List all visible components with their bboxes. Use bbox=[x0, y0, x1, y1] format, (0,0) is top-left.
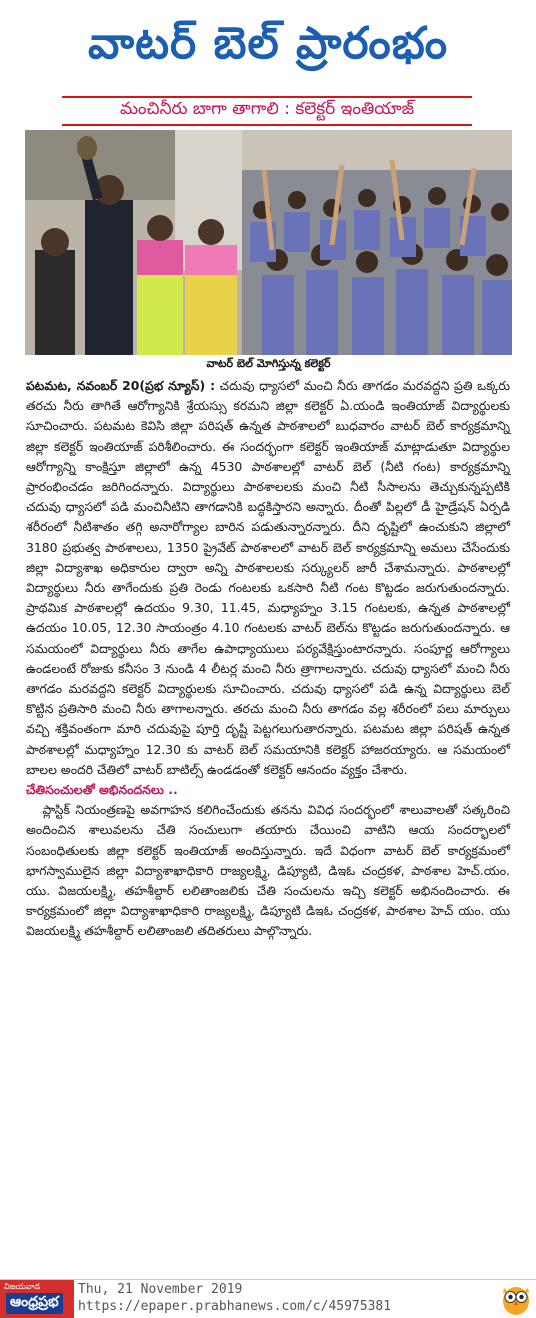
article-paragraph bbox=[26, 800, 510, 941]
article-dateline: పటమట, నవంబర్ 20(ప్రభ న్యూస్) : bbox=[26, 378, 216, 393]
subheadline-box bbox=[62, 96, 472, 126]
article-subheadline: మంచినీరు బాగా తాగాలి : కలెక్టర్ ఇంతియాజ్ bbox=[119, 99, 415, 119]
paragraph-1-text: చదువు ధ్యాసలో మంచి నీరు తాగడం మరవద్దని ప్రతి ఒక్కరు తరచు నీరు తాగితే ఆరోగ్యానికి శ్రేయస్సు కరమని జిల్లా కలెక్టర్ ఏ.యండి ఇంతియాజ్ విద్యార్థులకు సూచించారు. పటమట కెవిసి జిల్లా పరిషత్ ఉన్నత పాఠశాలలో బుధవారం వాటర్ బెల్ కార్యక్రమాన్ని జిల్లా కలెక్టర్ ఇంతియాజ్ పరిశీలించారు. ఈ సందర్భంగా కలెక్టర్ ఇంతియాజ్ మాట్లాడుతూ విద్యార్థుల ఆరోగ్యాన్ని కాంక్షిస్తూ జిల్లాలో ఉన్న 4530 పాఠశాలల్లో వాటర్ బెల్ (నీటి గంట) కార్యక్రమాన్ని ప్రారంభించడం జరిగిందన్నారు. విద్యార్థులు పాఠశాలలకు మంచి నీటి సీసాలను తెచ్చుకున్నప్పటికి చదువు ధ్యాసలో పడి మంచినీటిని తాగడానికి బద్ధకిస్తారని అన్నారు. దీంతో పిల్లలో డీ హైడ్రేషన్ ఏర్పడి శరీరంలో నీటిశాతం తగ్గి అనారోగ్యాల బారిన పడుతున్నారన్నారు. దీని దృష్టిలో ఉంచుకుని జిల్లాలో 3180 ప్రభుత్వ పాఠశాలలు, 1350 ప్రైవేట్ పాఠశాలలో వాటర్ బెల్ కార్యక్రమాన్ని అమలు చేసేందుకు జిల్లా విద్యాశాఖ అధికారుల ద్వారా అన్ని పాఠశాలలకు సర్క్యులర్ జారీ చేశామన్నారు. పాఠశాలల్లో విద్యార్థులు నీరు తాగేందుకు ప్రతి రెండు గంటలకు ఒకసారి నీటి గంట కొట్టడం జరుగుతుందన్నారు. ప్రాథమిక పాఠశాలల్లో ఉదయం 9.30, 11.45, మధ్యాహ్నం 3.15 గంటలకు, ఉన్నత పాఠశాలల్లో ఉదయం 10.05, 12.30 సాయంత్రం 4.10 గంటలకు వాటర్ బెల్‌ను కొట్టడం జరుగుతుందన్నారు. ఆ సమయంలో విద్యార్థులు నీరు తాగేల ఉపాధ్యాయులు పర్యవేక్షిస్తుంటారన్నారు. సంపూర్ణ ఆరోగ్యాలు ఉండలంటే రోజుకు కనీసం 3 నుండి 4 లీటర్ల మంచి నీరు త్రాగాలన్నారు. చదువు ధ్యాసలో మంచి నీరు తాగడం మరవద్దని కలెక్టర్ విద్యార్థులకు సూచించారు. చదువు ధ్యాసలో పడి ఉన్న విద్యార్థులు బెల్ కొట్టిన ప్రతిసారి మంచి నీరు తాగాలన్నారు. తరచు మంచి నీరు తాగడం వల్ల శరీరంలో పలు మార్పులు వచ్చి శక్తివంతంగా మారి చదువుపై పూర్తి దృష్టి పెట్టగలుగుతారన్నారు. పటమట జిల్లా పరిషత్ ఉన్నత పాఠశాలల్లో మధ్యాహ్నం 12.30 కు వాటర్ బెల్ సమయానికి కలెక్టర్ హాజరయ్యారు. ఆ సమయంలో బాలల అందరి చేతిలో వాటర్ బాటిల్స్ ఉండడంతో కలెక్టర్ ఆనందం వ్యక్తం చేశారు. bbox=[26, 378, 510, 777]
photo-caption: వాటర్ బెల్ మోగిస్తున్న కలెక్టర్ bbox=[206, 357, 331, 370]
article-headline: వాటర్ బెల్ ప్రారంభం bbox=[87, 18, 449, 69]
article-paragraph bbox=[26, 376, 510, 780]
paragraph-2-text: ప్లాస్టిక్ నియంత్రణపై అవగాహన కలిగించేందుకు తనను వివిధ సందర్భంలో శాలువాలతో సత్కరించి అందించిన శాలువలను చేతి సంచులుగా తయారు చేయించి వాటిని ఆయ సందర్భాలలో సంబంధితులకు జిల్లా కలెక్టర్ ఇంతియాజ్ అందిస్తున్నారు. ఇదే విధంగా వాటర్ బెల్ కార్యక్రమంలో భాగస్వాములైన జిల్లా విద్యాశాఖాధికారి రాజ్యలక్ష్మి, డిప్యూటి, డిఇఓ చంద్రకళ, పాఠశాల హెచ్.యం. యు. విజయలక్ష్మి, తహశీల్దార్ లలితాంజలికు చేతి సంచులను ఇచ్చి కలెక్టర్ అభినందించారు. ఈ కార్యక్రమంలో జిల్లా విద్యాశాఖాధికారి రాజ్యలక్ష్మి, డిప్యూటి డిఇఓ చంద్రకళ, పాఠశాల హెచ్ యం. యు విజయలక్ష్మి తహశీల్దార్ లలితాంజలి తదితరులు పాల్గొన్నారు. bbox=[26, 802, 510, 939]
epaper-footer bbox=[0, 1279, 536, 1318]
logo-brand: ఆంధ్రప్రభ bbox=[6, 1293, 63, 1314]
owl-icon bbox=[500, 1282, 532, 1316]
edition-url[interactable]: https://epaper.prabhanews.com/c/45975381 bbox=[78, 1299, 392, 1314]
subsection-title: చేతిసంచులతో అభినందనలు .. bbox=[26, 782, 178, 798]
photo-collector-ringing-bell bbox=[25, 130, 242, 355]
article-photo bbox=[25, 130, 512, 355]
logo-city: విజయవాడ bbox=[4, 1282, 41, 1291]
newspaper-logo[interactable] bbox=[0, 1280, 74, 1318]
photo-students-raising-hands bbox=[242, 130, 512, 355]
edition-date: Thu, 21 November 2019 bbox=[78, 1282, 243, 1297]
article-body bbox=[26, 376, 510, 942]
